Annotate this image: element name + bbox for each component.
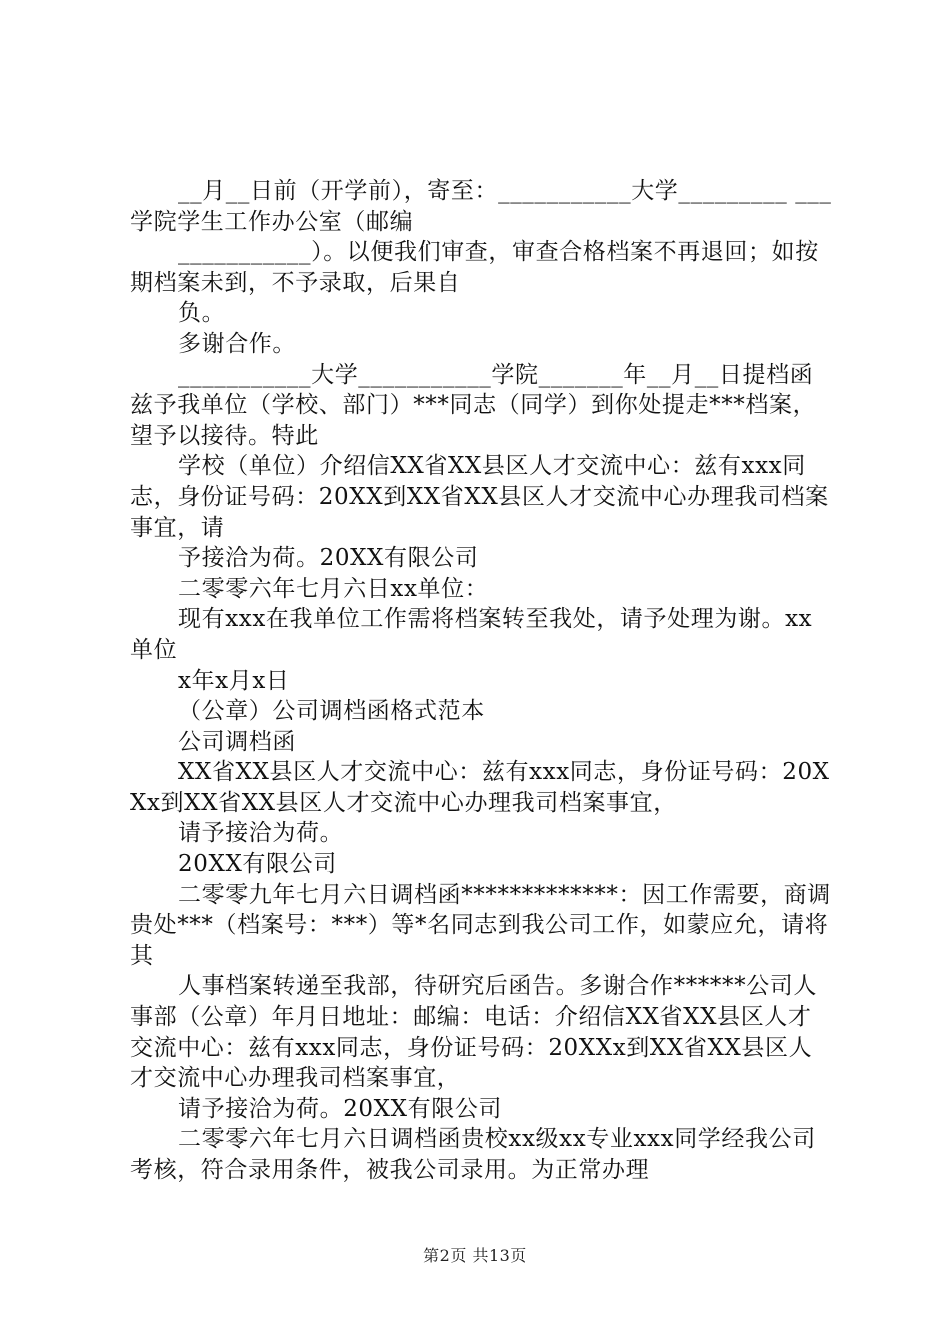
paragraph: 请予接洽为荷。 bbox=[178, 820, 344, 847]
document-body bbox=[130, 176, 835, 1186]
paragraph: 多谢合作。 bbox=[178, 330, 296, 357]
page-number-footer: 第2页 共13页 bbox=[423, 1246, 527, 1265]
paragraph: 负。 bbox=[178, 300, 226, 327]
paragraph: （公章）公司调档函格式范本 bbox=[178, 698, 485, 725]
paragraph: __月__日前（开学前），寄至：___________大学_________ ___学院学生工作办公室（邮编 bbox=[130, 178, 832, 235]
paragraph: 二零零九年七月六日调档函*************：因工作需要，商调贵处***（档案号：***）等*名同志到我公司工作，如蒙应允，请将其 bbox=[130, 881, 831, 969]
paragraph: 请予接洽为荷。20XX有限公司 bbox=[178, 1095, 503, 1122]
paragraph: x年x月x日 bbox=[178, 667, 290, 694]
paragraph: 公司调档函 bbox=[178, 728, 296, 755]
paragraph: 予接洽为荷。20XX有限公司 bbox=[178, 545, 479, 572]
paragraph: 人事档案转递至我部，待研究后函告。多谢合作******公司人事部（公章）年月日地址：邮编：电话：介绍信XX省XX县区人才交流中心：兹有xxx同志，身份证号码：20XXx到XX省XX县区人才交流中心办理我司档案事宜， bbox=[130, 973, 817, 1092]
paragraph: 二零零六年七月六日调档函贵校xx级xx专业xxx同学经我公司考核，符合录用条件，被我公司录用。为正常办理 bbox=[130, 1126, 816, 1183]
paragraph: 学校（单位）介绍信XX省XX县区人才交流中心：兹有xxx同志，身份证号码：20XX到XX省XX县区人才交流中心办理我司档案事宜，请 bbox=[130, 453, 829, 541]
paragraph: ___________大学___________学院_______年__月__日提档函兹予我单位（学校、部门）***同志（同学）到你处提走***档案，望予以接待。特此 bbox=[130, 361, 817, 449]
paragraph: ___________）。以便我们审查，审查合格档案不再退回；如按期档案未到，不予录取，后果自 bbox=[130, 239, 819, 296]
paragraph: 20XX有限公司 bbox=[178, 851, 337, 878]
paragraph: 现有xxx在我单位工作需将档案转至我处，请予处理为谢。xx单位 bbox=[130, 606, 813, 663]
paragraph: XX省XX县区人才交流中心：兹有xxx同志，身份证号码：20XXx到XX省XX县区人才交流中心办理我司档案事宜， bbox=[130, 759, 830, 816]
paragraph: 二零零六年七月六日xx单位： bbox=[178, 575, 489, 602]
